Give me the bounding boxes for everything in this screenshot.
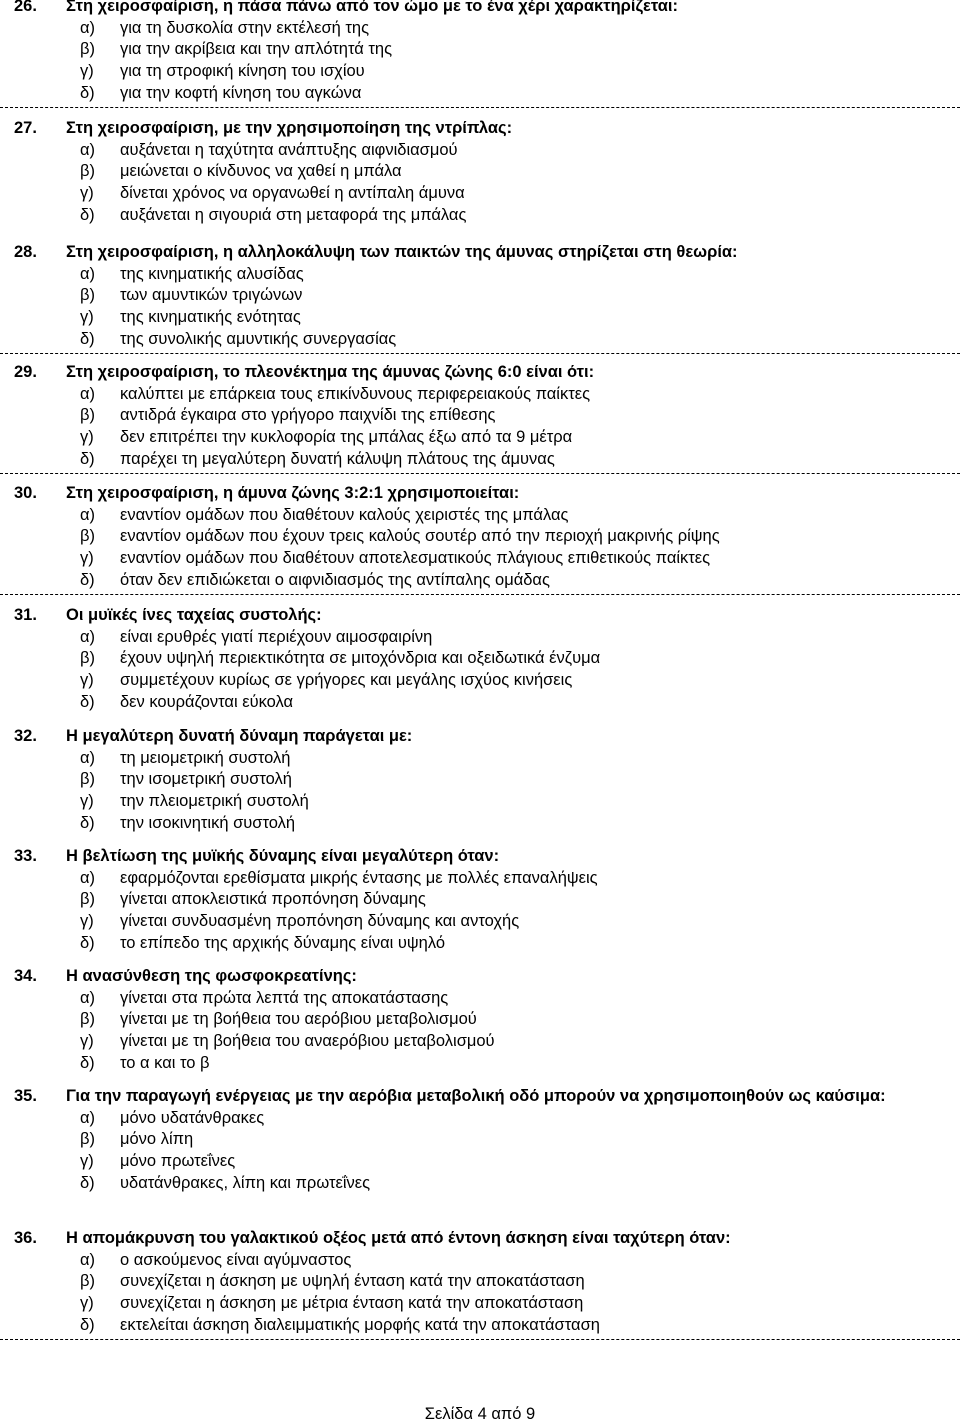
answer-option	[0, 692, 960, 714]
option-text: το α και το β	[120, 1053, 210, 1072]
answer-option	[0, 505, 960, 527]
option-text: εκτελείται άσκηση διαλειμματικής μορφής κατά την αποκατάσταση	[120, 1315, 600, 1334]
option-text: μειώνεται ο κίνδυνος να χαθεί η μπάλα	[120, 162, 402, 181]
option-label: γ)	[80, 1293, 94, 1312]
option-text: γίνεται στα πρώτα λεπτά της αποκατάστασης	[120, 988, 449, 1007]
option-text: την πλειομετρική συστολή	[120, 791, 309, 810]
answer-option	[0, 570, 960, 592]
option-label: δ)	[80, 449, 95, 468]
answer-option	[0, 140, 960, 162]
question-text: Η ανασύνθεση της φωσφοκρεατίνης:	[66, 967, 357, 985]
option-text: της κινηματικής ενότητας	[120, 307, 301, 326]
question-text: Οι μυϊκές ίνες ταχείας συστολής:	[66, 606, 322, 624]
answer-option	[0, 329, 960, 351]
option-text: γίνεται αποκλειστικά προπόνηση δύναμης	[120, 890, 426, 909]
question-stem	[0, 362, 960, 384]
answer-option	[0, 1129, 960, 1151]
option-text: δεν επιτρέπει την κυκλοφορία της μπάλας έξω από τα 9 μέτρα	[120, 427, 573, 446]
question-number: 26.	[14, 0, 37, 15]
answer-option	[0, 405, 960, 427]
option-label: δ)	[80, 570, 95, 589]
answer-option	[0, 18, 960, 40]
question-block	[0, 726, 960, 837]
option-text: καλύπτει με επάρκεια τους επικίνδυνους περιφερειακούς παίκτες	[120, 384, 591, 403]
option-text: έχουν υψηλή περιεκτικότητα σε μιτοχόνδρια και οξειδωτικά ένζυμα	[120, 649, 601, 668]
option-text: δεν κουράζονται εύκολα	[120, 692, 294, 711]
option-label: δ)	[80, 1315, 95, 1334]
question-number: 31.	[14, 606, 37, 624]
option-text: αυξάνεται η σιγουριά στη μεταφορά της μπάλας	[120, 205, 467, 224]
answer-option	[0, 83, 960, 105]
option-text: την ισομετρική συστολή	[120, 770, 292, 789]
question-block	[0, 362, 960, 474]
option-text: μόνο υδατάνθρακες	[120, 1108, 265, 1127]
answer-option	[0, 868, 960, 890]
option-label: β)	[80, 40, 95, 59]
option-label: α)	[80, 1108, 96, 1127]
option-label: α)	[80, 627, 96, 646]
option-label: α)	[80, 505, 96, 524]
option-text: για την κοφτή κίνηση του αγκώνα	[120, 83, 362, 102]
answer-option	[0, 1053, 960, 1075]
option-label: γ)	[80, 427, 94, 446]
answer-option	[0, 769, 960, 791]
answer-option	[0, 791, 960, 813]
question-block	[0, 483, 960, 595]
answer-option	[0, 889, 960, 911]
answer-option	[0, 988, 960, 1010]
option-label: δ)	[80, 83, 95, 102]
question-stem	[0, 605, 960, 627]
option-label: δ)	[80, 933, 95, 952]
answer-option	[0, 933, 960, 955]
option-label: α)	[80, 18, 96, 37]
option-text: των αμυντικών τριγώνων	[120, 286, 303, 305]
answer-option	[0, 526, 960, 548]
option-text: ο ασκούμενος είναι αγύμναστος	[120, 1250, 352, 1269]
question-number: 34.	[14, 967, 37, 985]
answer-option	[0, 307, 960, 329]
option-text: υδατάνθρακες, λίπη και πρωτεΐνες	[120, 1173, 371, 1192]
answer-option	[0, 748, 960, 770]
answer-option	[0, 1009, 960, 1031]
option-text: εφαρμόζονται ερεθίσματα μικρής έντασης με πολλές επαναλήψεις	[120, 868, 598, 887]
option-label: β)	[80, 649, 95, 668]
option-label: α)	[80, 264, 96, 283]
answer-option	[0, 648, 960, 670]
answer-option	[0, 61, 960, 83]
question-number: 28.	[14, 243, 37, 261]
option-text: γίνεται συνδυασμένη προπόνηση δύναμης και αντοχής	[120, 911, 520, 930]
answer-option	[0, 205, 960, 227]
option-text: εναντίον ομάδων που διαθέτουν καλούς χειριστές της μπάλας	[120, 505, 569, 524]
answer-option	[0, 1173, 960, 1195]
answer-option	[0, 449, 960, 471]
option-label: δ)	[80, 329, 95, 348]
question-block	[0, 0, 960, 108]
question-text: Στη χειροσφαίριση, η αλληλοκάλυψη των παικτών της άμυνας στηρίζεται στη θεωρία:	[66, 243, 738, 261]
option-label: δ)	[80, 1053, 95, 1072]
answer-option	[0, 427, 960, 449]
option-label: α)	[80, 1250, 96, 1269]
option-text: γίνεται με τη βοήθεια του αερόβιου μεταβολισμού	[120, 1010, 477, 1029]
option-label: β)	[80, 1272, 95, 1291]
option-text: μόνο πρωτεΐνες	[120, 1151, 236, 1170]
option-text: συνεχίζεται η άσκηση με μέτρια ένταση κατά την αποκατάσταση	[120, 1293, 584, 1312]
option-label: γ)	[80, 791, 94, 810]
option-label: α)	[80, 140, 96, 159]
option-label: δ)	[80, 692, 95, 711]
question-text: Στη χειροσφαίριση, η πάσα πάνω από τον ώμο με το ένα χέρι χαρακτηρίζεται:	[66, 0, 679, 15]
option-label: β)	[80, 890, 95, 909]
option-label: β)	[80, 1010, 95, 1029]
question-number: 35.	[14, 1087, 37, 1105]
answer-option	[0, 1271, 960, 1293]
option-text: είναι ερυθρές γιατί περιέχουν αιμοσφαιρίνη	[120, 627, 433, 646]
question-text: Η βελτίωση της μυϊκής δύναμης είναι μεγαλύτερη όταν:	[66, 847, 500, 865]
answer-option	[0, 1315, 960, 1337]
answer-option	[0, 161, 960, 183]
option-text: την ισοκινητική συστολή	[120, 813, 296, 832]
question-number: 33.	[14, 847, 37, 865]
option-label: β)	[80, 406, 95, 425]
question-block	[0, 118, 960, 229]
question-stem	[0, 1228, 960, 1250]
option-text: μόνο λίπη	[120, 1130, 194, 1149]
option-label: γ)	[80, 1031, 94, 1050]
answer-option	[0, 183, 960, 205]
option-label: γ)	[80, 911, 94, 930]
answer-option	[0, 384, 960, 406]
option-label: δ)	[80, 205, 95, 224]
option-text: συμμετέχουν κυρίως σε γρήγορες και μεγάλης ισχύος κινήσεις	[120, 670, 573, 689]
answer-option	[0, 285, 960, 307]
option-label: γ)	[80, 183, 94, 202]
question-text: Για την παραγωγή ενέργειας με την αερόβια μεταβολική οδό μπορούν να χρησιμοποιηθούν ως καύσιμα:	[66, 1087, 886, 1105]
question-block	[0, 846, 960, 957]
option-label: δ)	[80, 813, 95, 832]
option-text: της συνολικής αμυντικής συνεργασίας	[120, 329, 397, 348]
option-text: εναντίον ομάδων που διαθέτουν αποτελεσματικούς πλάγιους επιθετικούς παίκτες	[120, 548, 711, 567]
option-text: της κινηματικής αλυσίδας	[120, 264, 304, 283]
option-text: το επίπεδο της αρχικής δύναμης είναι υψηλό	[120, 933, 445, 952]
option-text: για τη στροφική κίνηση του ισχίου	[120, 61, 365, 80]
option-text: αντιδρά έγκαιρα στο γρήγορο παιχνίδι της επίθεσης	[120, 406, 496, 425]
question-number: 36.	[14, 1229, 37, 1247]
answer-option	[0, 1108, 960, 1130]
option-text: παρέχει τη μεγαλύτερη δυνατή κάλυψη πλάτους της άμυνας	[120, 449, 555, 468]
question-number: 32.	[14, 727, 37, 745]
answer-option	[0, 1250, 960, 1272]
question-stem	[0, 118, 960, 140]
question-stem	[0, 1086, 960, 1108]
option-text: γίνεται με τη βοήθεια του αναερόβιου μεταβολισμού	[120, 1031, 495, 1050]
answer-option	[0, 39, 960, 61]
option-label: β)	[80, 527, 95, 546]
option-text: τη μειομετρική συστολή	[120, 748, 291, 767]
answer-option	[0, 1031, 960, 1053]
question-stem	[0, 726, 960, 748]
page-footer: Σελίδα 4 από 9	[424, 1405, 536, 1423]
question-stem	[0, 966, 960, 988]
question-block	[0, 966, 960, 1077]
option-text: εναντίον ομάδων που έχουν τρεις καλούς σουτέρ από την περιοχή μακρινής ρίψης	[120, 527, 720, 546]
question-text: Η μεγαλύτερη δυνατή δύναμη παράγεται με:	[66, 727, 413, 745]
option-label: α)	[80, 384, 96, 403]
question-text: Στη χειροσφαίριση, η άμυνα ζώνης 3:2:1 χρησιμοποιείται:	[66, 484, 520, 502]
question-number: 29.	[14, 363, 37, 381]
answer-option	[0, 911, 960, 933]
option-label: β)	[80, 286, 95, 305]
question-stem	[0, 242, 960, 264]
question-block	[0, 1228, 960, 1340]
option-label: γ)	[80, 61, 94, 80]
option-text: για τη δυσκολία στην εκτέλεσή της	[120, 18, 370, 37]
option-text: συνεχίζεται η άσκηση με υψηλή ένταση κατά την αποκατάσταση	[120, 1272, 585, 1291]
option-label: δ)	[80, 1173, 95, 1192]
option-text: αυξάνεται η ταχύτητα ανάπτυξης αιφνιδιασμού	[120, 140, 458, 159]
question-text: Στη χειροσφαίριση, το πλεονέκτημα της άμυνας ζώνης 6:0 είναι ότι:	[66, 363, 595, 381]
option-text: όταν δεν επιδιώκεται ο αιφνιδιασμός της αντίπαλης ομάδας	[120, 570, 550, 589]
question-stem	[0, 483, 960, 505]
option-label: β)	[80, 770, 95, 789]
option-label: γ)	[80, 1151, 94, 1170]
question-number: 27.	[14, 119, 37, 137]
option-label: α)	[80, 988, 96, 1007]
answer-option	[0, 548, 960, 570]
answer-option	[0, 813, 960, 835]
answer-option	[0, 670, 960, 692]
answer-option	[0, 1293, 960, 1315]
question-text: Η απομάκρυνση του γαλακτικού οξέος μετά από έντονη άσκηση είναι ταχύτερη όταν:	[66, 1229, 731, 1247]
question-block	[0, 605, 960, 716]
option-text: για την ακρίβεια και την απλότητά της	[120, 40, 393, 59]
option-label: γ)	[80, 548, 94, 567]
option-label: α)	[80, 868, 96, 887]
option-label: γ)	[80, 670, 94, 689]
question-block	[0, 1086, 960, 1218]
question-text: Στη χειροσφαίριση, με την χρησιμοποίηση της ντρίπλας:	[66, 119, 513, 137]
option-label: α)	[80, 748, 96, 767]
option-text: δίνεται χρόνος να οργανωθεί η αντίπαλη άμυνα	[120, 183, 465, 202]
option-label: γ)	[80, 307, 94, 326]
question-stem	[0, 846, 960, 868]
question-number: 30.	[14, 484, 37, 502]
answer-option	[0, 627, 960, 649]
option-label: β)	[80, 1130, 95, 1149]
answer-option	[0, 1151, 960, 1173]
question-block	[0, 242, 960, 354]
answer-option	[0, 264, 960, 286]
question-stem	[0, 0, 960, 18]
option-label: β)	[80, 162, 95, 181]
